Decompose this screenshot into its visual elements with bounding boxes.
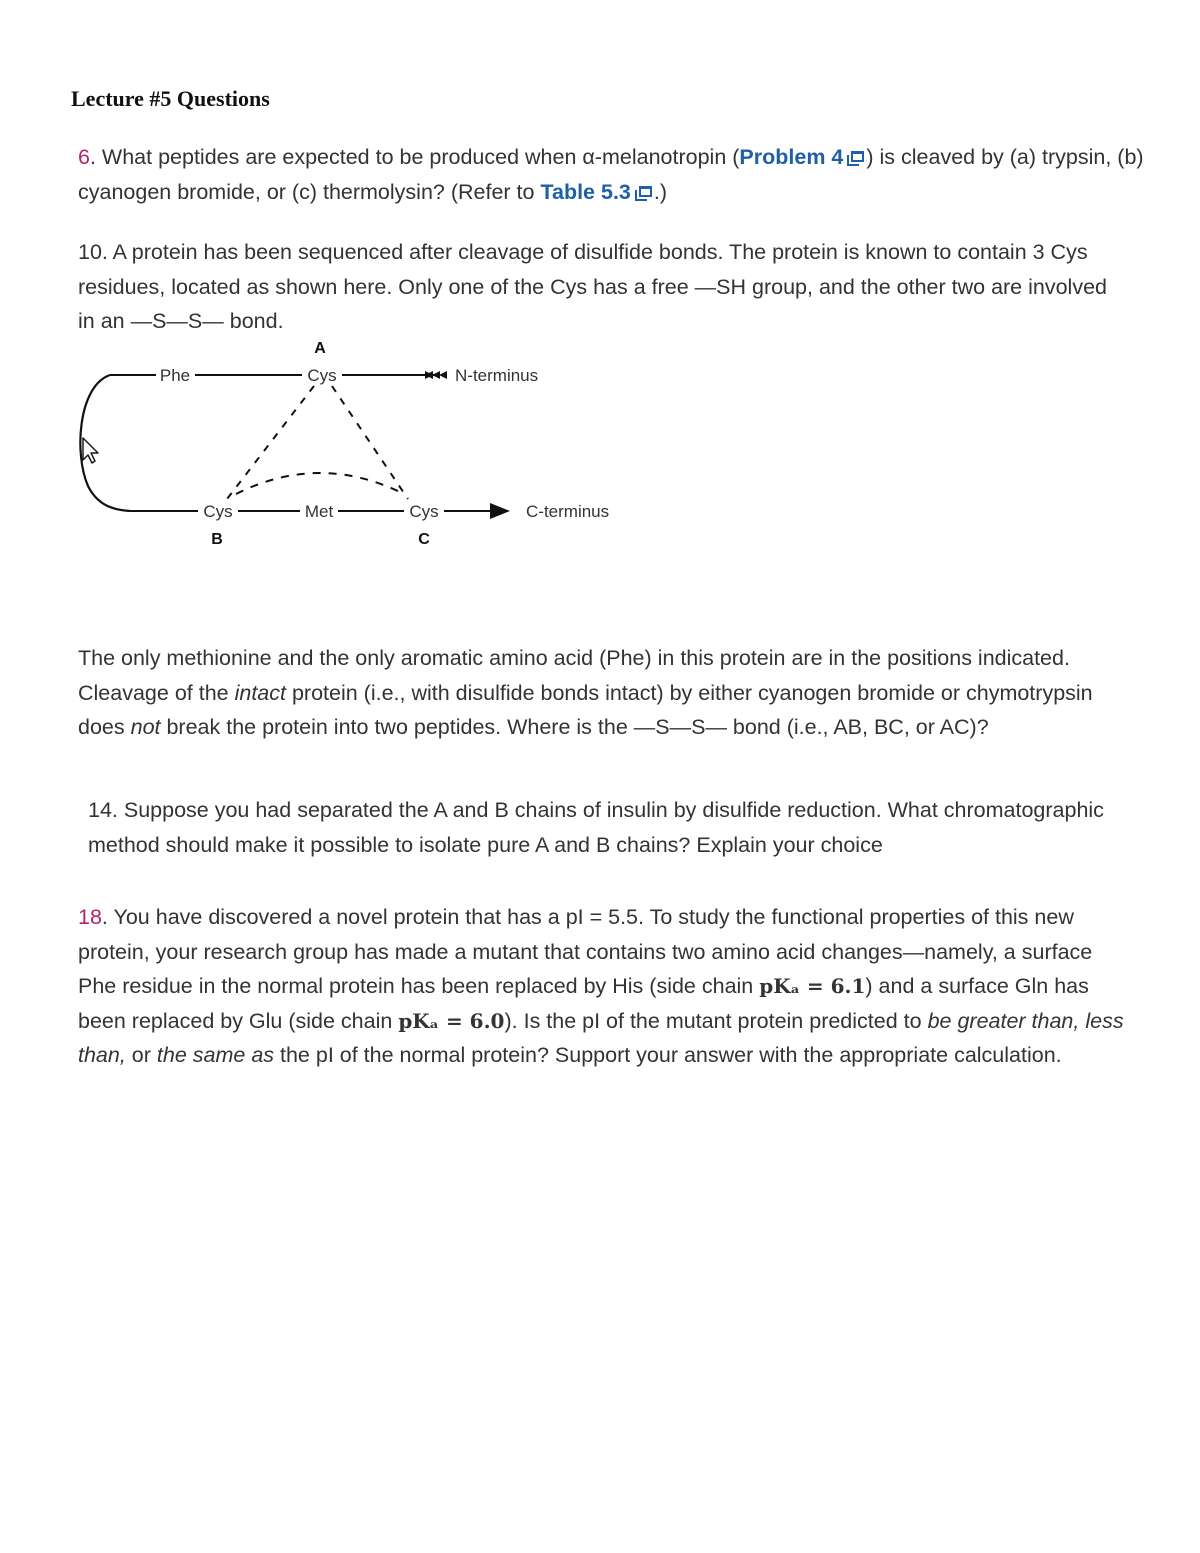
residue-cys-c: Cys — [409, 502, 439, 521]
problem-4-link-label: Problem 4 — [739, 145, 844, 169]
residue-met: Met — [304, 502, 334, 521]
question-18-text-5: the pI of the normal protein? Support your answer with the appropriate calculation. — [274, 1043, 1062, 1067]
question-18-text-1: . You have discovered a novel protein that has a pI = 5.5. To study the functional properties of this new protein, your research group has made a mutant that contains two amino acid changes—namely, a surface Phe residue in the normal protein has been replaced by His (side chain — [78, 905, 1093, 998]
pka-glu: pKₐ = 6.0 — [398, 1008, 505, 1033]
question-10-emph-not: not — [130, 715, 161, 739]
residue-phe: Phe — [159, 366, 191, 385]
question-6-text-c: .) — [653, 179, 668, 204]
label-a: A — [314, 340, 326, 357]
c-terminus-label: C-terminus — [526, 502, 610, 521]
question-10-body-b: protein (i.e., with disulfide bonds intact) by either cyanogen bromide or chymotrypsin does — [78, 680, 1093, 739]
question-6 — [78, 140, 1148, 209]
question-18-emph-1: be greater than, less than, — [78, 1008, 1124, 1067]
residue-cys-a: Cys — [307, 366, 337, 385]
n-terminus-label: N-terminus — [455, 366, 539, 385]
dashed-link-ac — [332, 386, 408, 499]
question-18-emph-2: the same as — [156, 1043, 275, 1067]
n-terminus-arrow — [425, 371, 447, 379]
mouse-cursor-icon — [83, 438, 98, 463]
external-link-icon — [635, 186, 652, 201]
question-10-intro: 10. A protein has been sequenced after cleavage of disulfide bonds. The protein is known to contain 3 Cys residues, located as shown here. Only one of the Cys has a free —SH group, and the other two are involved in an —S—S— bond. — [78, 240, 1107, 333]
question-18-text-3: ). Is the pI of the mutant protein predicted to — [504, 1008, 928, 1033]
question-10-body-c: break the protein into two peptides. Where is the —S—S— bond (i.e., AB, BC, or AC)? — [160, 715, 989, 739]
question-6-text-a: . What peptides are expected to be produced when α-melanotropin ( — [89, 145, 740, 169]
table-5-3-link[interactable] — [540, 180, 653, 204]
question-10-body-a: The only methionine and the only aromatic amino acid (Phe) in this protein are in the positions indicated. Cleavage of the — [78, 646, 1070, 705]
dashed-link-ab — [227, 386, 314, 499]
dashed-link-bc — [236, 473, 404, 494]
residue-cys-b: Cys — [203, 502, 233, 521]
question-18-text-2: ) and a surface Gln has been replaced by Glu (side chain — [78, 974, 1089, 1033]
problem-4-link[interactable] — [739, 145, 866, 169]
table-5-3-link-label: Table 5.3 — [540, 179, 631, 204]
question-18 — [78, 900, 1130, 1073]
question-10-body — [78, 641, 1128, 745]
label-b: B — [211, 531, 223, 548]
protein-disulfide-diagram — [70, 334, 650, 554]
external-link-icon — [847, 151, 864, 166]
pka-his: pKₐ = 6.1 — [759, 974, 866, 998]
question-18-text-4: or — [125, 1043, 157, 1067]
page-title: Lecture #5 Questions — [71, 86, 270, 111]
question-18-number: 18 — [78, 905, 102, 929]
question-6-text-b: ) is cleaved by (a) trypsin, (b) cyanogen bromide, or (c) thermolysin? (Refer to — [78, 145, 1144, 204]
label-c: C — [418, 531, 430, 548]
question-10-emph-intact: intact — [234, 680, 286, 705]
question-14: 14. Suppose you had separated the A and B chains of insulin by disulfide reduction. What chromatographic method should make it possible to isolate pure A and B chains? Explain your choice — [88, 798, 1104, 857]
question-6-number: 6 — [78, 145, 90, 169]
